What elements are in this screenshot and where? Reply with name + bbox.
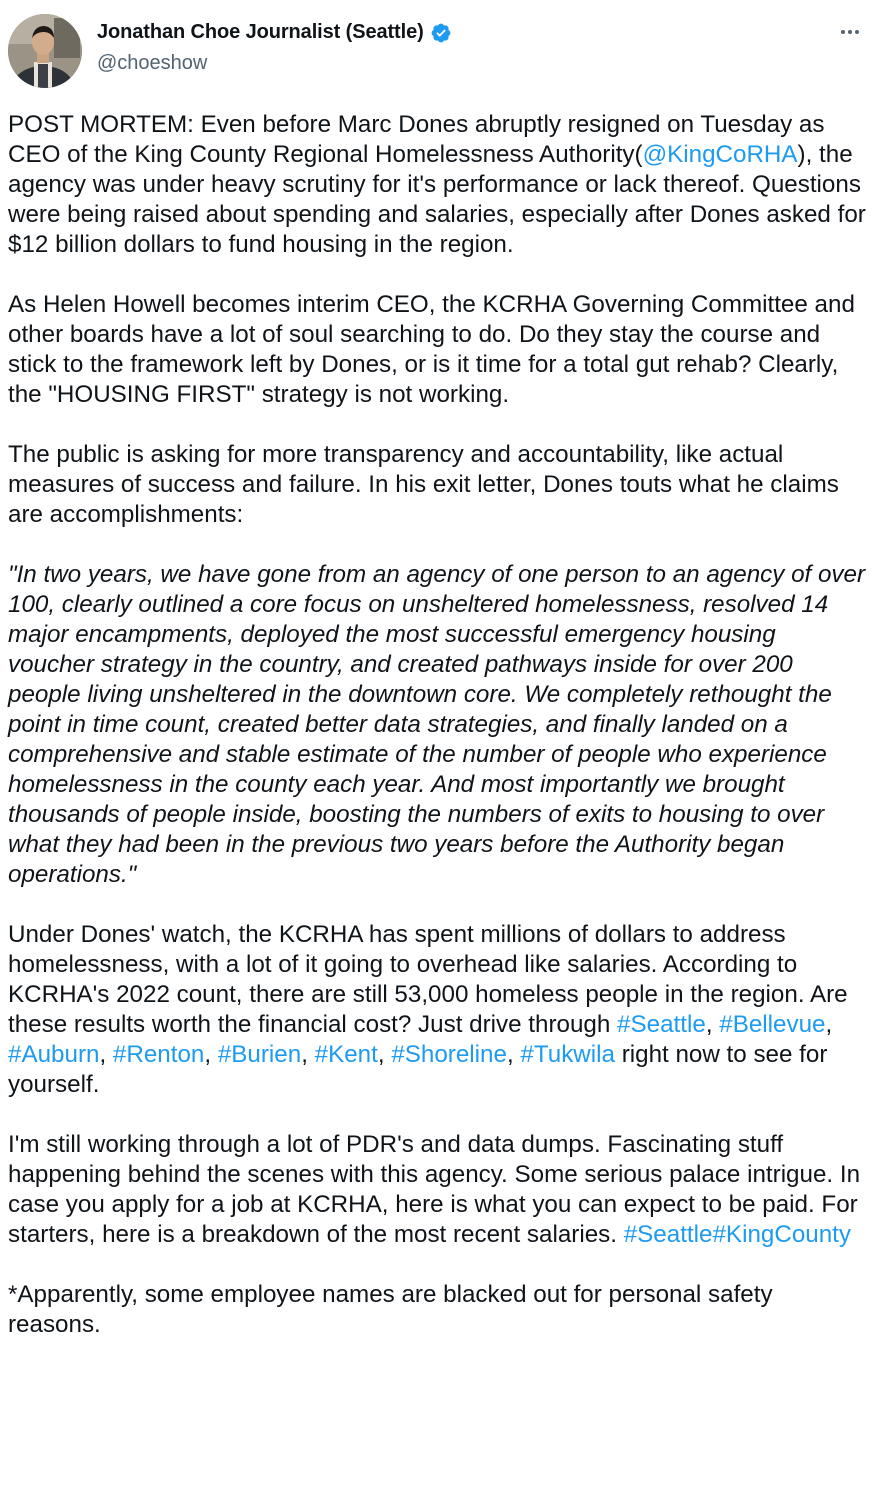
paragraph-6-text-a: I'm still working through a lot of PDR's and data dumps. Fascinating stuff happening behind the scenes with this agency. Some serious palace intrigue. In case you apply for a job at KCRHA, here is what you can expect to be paid. For starters, here is a breakdown of the most recent salaries. (8, 1131, 861, 1248)
hashtag-separator: , (377, 1041, 392, 1068)
quoted-exit-letter: "In two years, we have gone from an agency of one person to an agency of over 100, clearly outlined a core focus on unsheltered homelessness, resolved 14 major encampments, deployed the most successful emergency housing voucher strategy in the country, and created pathways inside for over 200 people living unsheltered in the downtown core. We completely rethought the point in time count, created better data strategies, and finally landed on a comprehensive and stable estimate of the number of people who experience homelessness in the county each year. And most importantly we brought thousands of people inside, boosting the numbers of exits to housing to over what they had been in the previous two years before the Authority began operations." (8, 561, 866, 888)
hashtag-separator: , (825, 1011, 833, 1038)
hashtag-link[interactable]: #Seattle (617, 1011, 706, 1038)
hashtag-link[interactable]: #Burien (217, 1041, 302, 1068)
more-dot (841, 30, 845, 34)
paragraph-1 (8, 110, 868, 260)
paragraph-5-text-a: Under Dones' watch, the KCRHA has spent millions of dollars to address homelessness, with a lot of it going to overhead like salaries. According to KCRHA's 2022 count, there are still 53,000 homeless people in the region. Are these results worth the financial cost? Just drive through (8, 921, 848, 1038)
paragraph-2: As Helen Howell becomes interim CEO, the KCRHA Governing Committee and other boards have a lot of soul searching to do. Do they stay the course and stick to the framework left by Dones, or is it time for a total gut rehab? Clearly, the "HOUSING FIRST" strategy is not working. (8, 291, 855, 408)
hashtag-link[interactable]: #Auburn (8, 1041, 100, 1068)
hashtag-separator: , (705, 1011, 720, 1038)
hashtag-separator: , (301, 1041, 315, 1068)
paragraph-7: *Apparently, some employee names are blacked out for personal safety reasons. (8, 1281, 773, 1338)
hashtag-link[interactable]: #Tukwila (520, 1041, 615, 1068)
paragraph-6 (8, 1130, 868, 1250)
verified-badge-icon[interactable] (430, 22, 452, 44)
paragraph-3: The public is asking for more transparency and accountability, like actual measures of success and failure. In his exit letter, Dones touts what he claims are accomplishments: (8, 441, 839, 528)
more-dot (848, 30, 852, 34)
more-options-icon[interactable] (836, 22, 864, 42)
paragraph-5 (8, 920, 868, 1100)
tweet-text (8, 110, 868, 1370)
hashtag-link[interactable]: #KingCounty (712, 1221, 851, 1248)
more-dot (855, 30, 859, 34)
author-handle[interactable]: @choeshow (97, 52, 208, 74)
hashtag-link[interactable]: #Bellevue (719, 1011, 826, 1038)
hashtag-separator: , (204, 1041, 218, 1068)
author-name-row (97, 21, 452, 44)
mention-link[interactable]: @KingCoRHA (642, 141, 798, 168)
hashtag-separator: , (99, 1041, 113, 1068)
paragraph-5-text-b: right now to see for yourself. (8, 1041, 828, 1098)
hashtag-link[interactable]: #Seattle (623, 1221, 713, 1248)
hashtag-separator: , (506, 1041, 521, 1068)
hashtag-link[interactable]: #Shoreline (391, 1041, 507, 1068)
author-display-name[interactable]: Jonathan Choe Journalist (Seattle) (97, 21, 424, 43)
tweet-header (8, 14, 864, 90)
avatar[interactable] (8, 14, 82, 88)
hashtag-link[interactable]: #Renton (112, 1041, 205, 1068)
paragraph-1-text-a: POST MORTEM: Even before Marc Dones abruptly resigned on Tuesday as CEO of the King County Regional Homelessness Authority( (8, 111, 825, 168)
avatar-image (8, 14, 82, 88)
hashtag-link[interactable]: #Kent (314, 1041, 378, 1068)
paragraph-1-text-b: ), the agency was under heavy scrutiny for it's performance or lack thereof. Questions were being raised about spending and salaries, especially after Dones asked for $12 billion dollars to fund housing in the region. (8, 141, 866, 258)
